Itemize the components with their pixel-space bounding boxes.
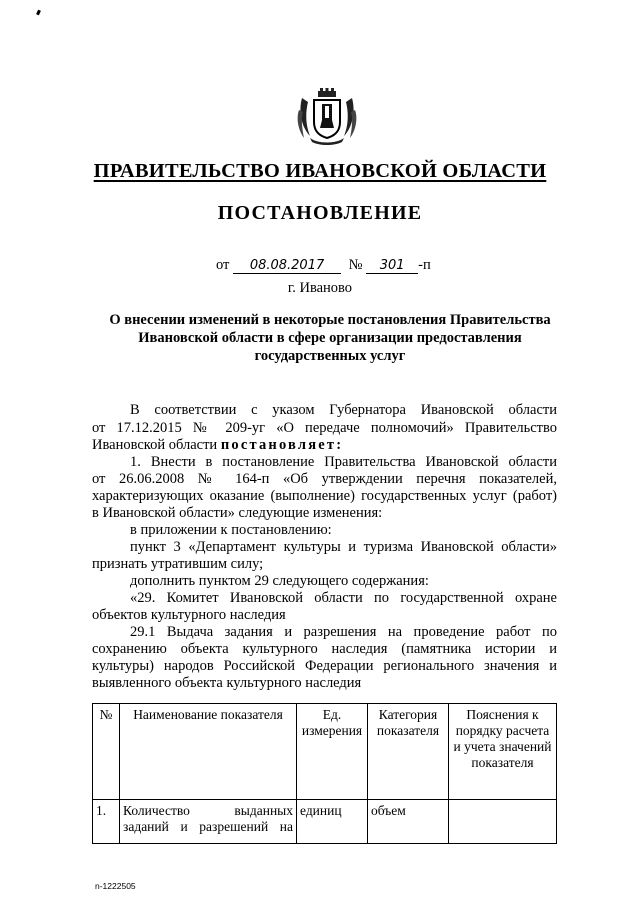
table-header-cell: Наименование показателя (120, 704, 297, 800)
body-line: от 26.06.2008 № 164-п «Об утверждении перечня показателей, (92, 471, 557, 487)
body-line: пункт 3 «Департамент культуры и туризма Ивановской области» (130, 539, 557, 555)
body-line: дополнить пунктом 29 следующего содержания: (130, 573, 429, 589)
table-cell-line: заданий и разрешений на (123, 819, 293, 834)
number-label: № (348, 257, 363, 273)
table-header-cell: Ед. измерения (297, 704, 368, 800)
table-header-cell: Категория показателя (368, 704, 449, 800)
body-line: характеризующих оказание (выполнение) государственных услуг (работ) (92, 488, 557, 504)
subject-line: Ивановской области в сфере организации предоставления (138, 330, 522, 346)
body-line (92, 437, 343, 454)
table-cell-num: 1. (93, 800, 120, 844)
table-header-cell: Пояснения к порядку расчета и учета значений показателя (449, 704, 557, 800)
date-prefix: от (216, 257, 230, 273)
city-line: г. Иваново (287, 280, 353, 296)
subject-line: государственных услуг (254, 348, 406, 364)
table-header-cell: № (93, 704, 120, 800)
subject-line: О внесении изменений в некоторые постановления Правительства (109, 312, 551, 328)
body-line: выявленного объекта культурного наследия (92, 675, 362, 691)
body-line: признать утратившим силу; (92, 556, 264, 572)
date-number-line (216, 257, 431, 274)
table-cell-category: объем (368, 800, 449, 844)
number-value: 301 (366, 258, 418, 274)
table-row (93, 800, 557, 844)
indicators-table (92, 703, 557, 844)
number-suffix: -п (418, 257, 431, 273)
organization-title: ПРАВИТЕЛЬСТВО ИВАНОВСКОЙ ОБЛАСТИ (93, 160, 547, 182)
body-line: «29. Комитет Ивановской области по государственной охране (130, 590, 557, 606)
document-code: n-1222505 (95, 881, 136, 891)
body-line: 29.1 Выдача задания и разрешения на проведение работ по (130, 624, 557, 640)
body-line: от 17.12.2015 № 209-уг «О передаче полномочий» Правительство (92, 420, 557, 436)
body-line: в приложении к постановлению: (130, 522, 332, 538)
table-cell-notes (449, 800, 557, 844)
scan-mark (36, 10, 41, 16)
body-line: в Ивановской области» следующие изменения: (92, 505, 383, 521)
body-line: В соответствии с указом Губернатора Ивановской области (130, 402, 557, 418)
document-subject (100, 311, 560, 365)
coat-of-arms-emblem (296, 88, 358, 146)
body-text: Ивановской области (92, 437, 218, 453)
resolves-word: постановляет: (220, 437, 344, 453)
body-line: 1. Внести в постановление Правительства Ивановской области (130, 454, 557, 470)
document-type-title: ПОСТАНОВЛЕНИЕ (217, 202, 423, 224)
table-cell-name (120, 800, 297, 844)
body-line: культуры) народов Российской Федерации регионального значения и (92, 658, 557, 674)
table-cell-unit: единиц (297, 800, 368, 844)
table-cell-line: Количество выданных (123, 803, 293, 818)
body-line: сохранению объекта культурного наследия (памятника истории и (92, 641, 557, 657)
date-value: 08.08.2017 (233, 258, 341, 274)
table-header-row (93, 704, 557, 800)
body-line: объектов культурного наследия (92, 607, 286, 623)
